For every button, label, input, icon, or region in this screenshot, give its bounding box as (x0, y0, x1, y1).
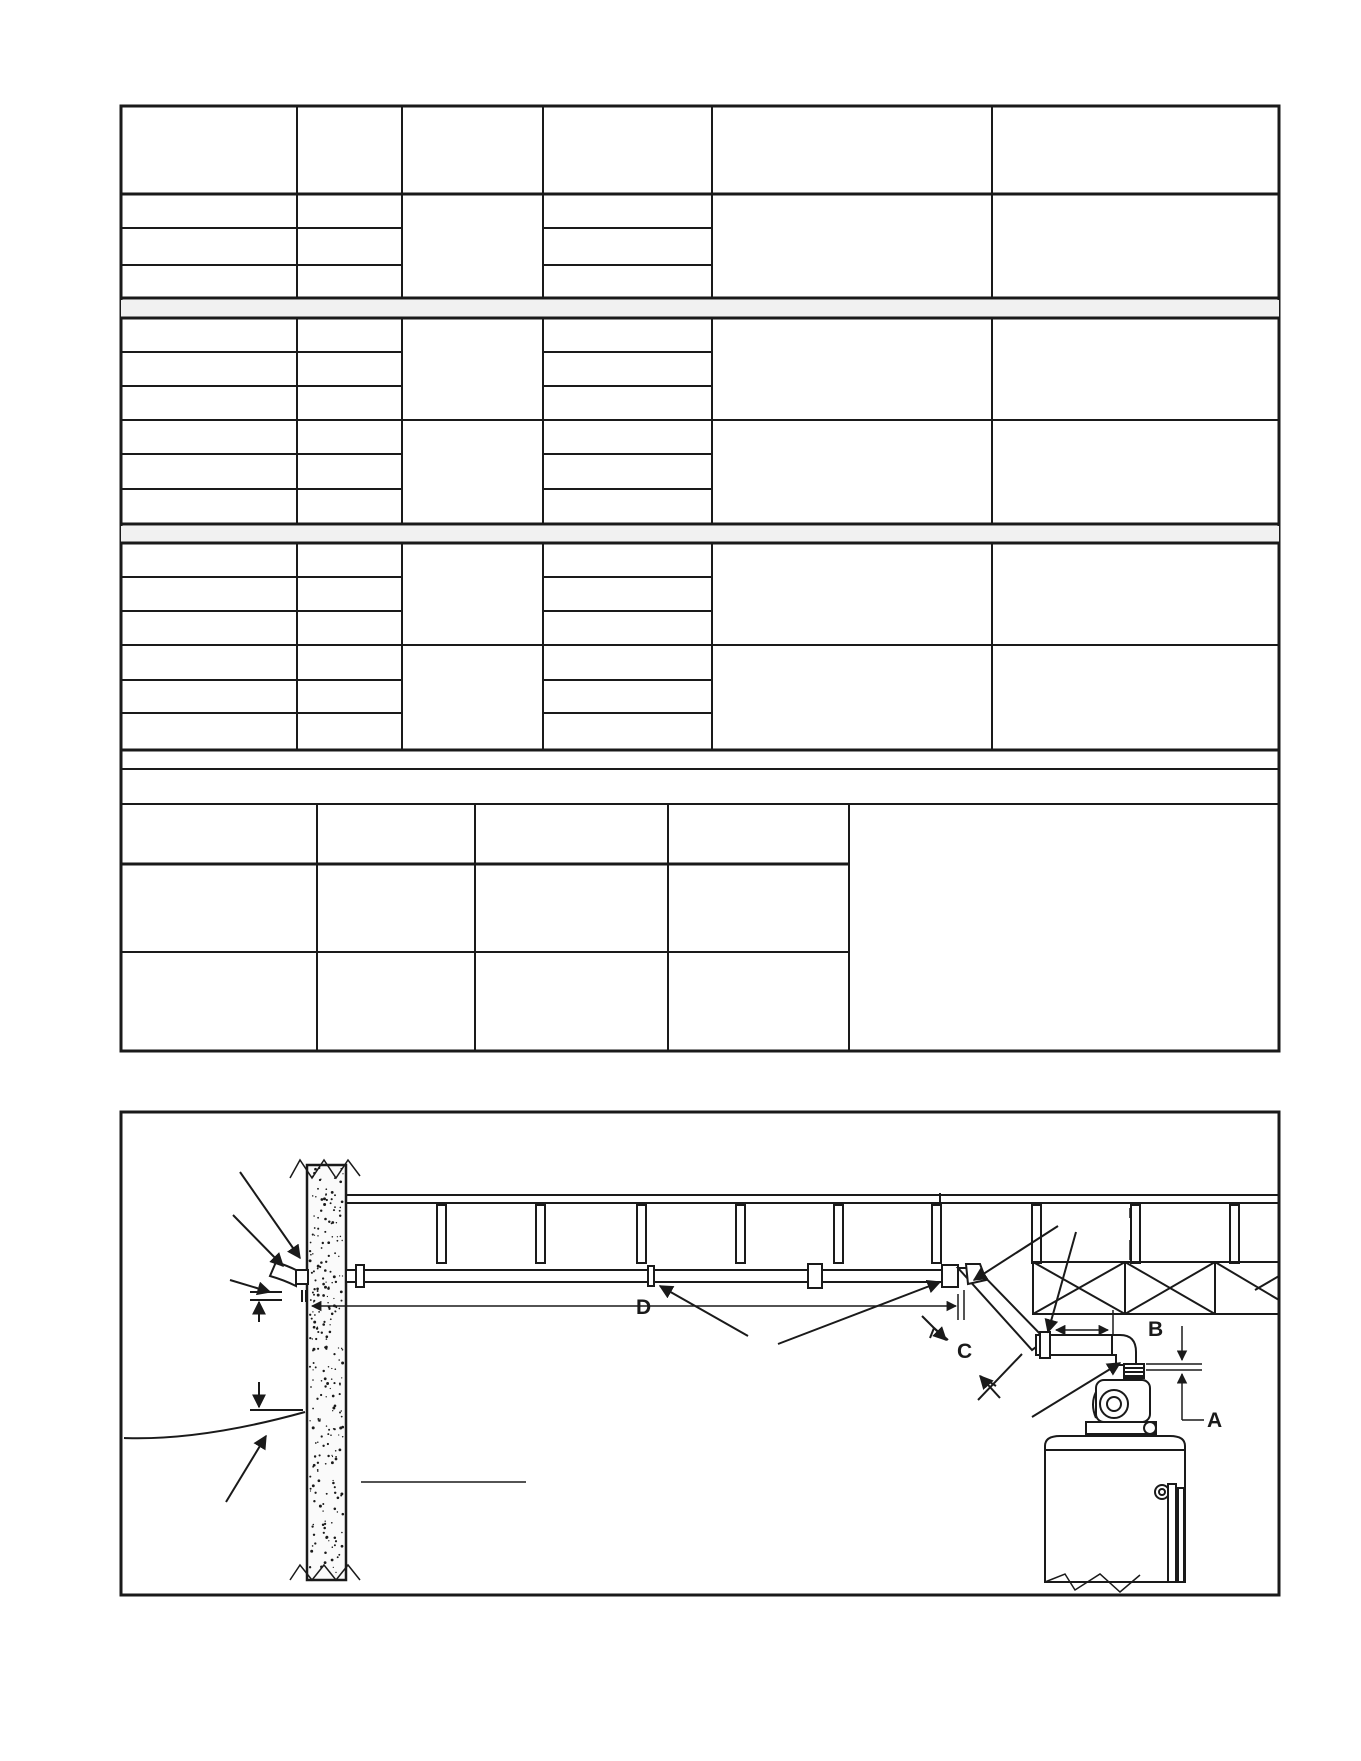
stipple-dot (337, 1556, 339, 1558)
stipple-dot (309, 1366, 311, 1368)
stipple-dot (335, 1458, 338, 1461)
stipple-dot (323, 1532, 325, 1534)
table-column-lines (297, 106, 992, 750)
stipple-dot (310, 1490, 311, 1491)
stipple-dot (309, 1250, 311, 1252)
stipple-dot (333, 1382, 335, 1384)
stipple-dot (325, 1521, 326, 1522)
ground-grade-line (124, 1412, 305, 1438)
stipple-dot (334, 1177, 336, 1179)
vent-spec-table (121, 106, 1279, 1051)
stipple-dot (334, 1537, 337, 1540)
stipple-dot (324, 1218, 327, 1221)
stipple-dot (323, 1197, 326, 1200)
stipple-dot (335, 1572, 336, 1573)
stipple-dot (315, 1196, 317, 1198)
vent-termination (270, 1262, 308, 1302)
stipple-dot (342, 1513, 345, 1516)
stipple-dot (341, 1377, 342, 1378)
stipple-dot (321, 1332, 323, 1334)
stipple-dot (335, 1540, 337, 1542)
stipple-dot (332, 1480, 333, 1481)
stipple-dot (314, 1279, 316, 1281)
stipple-dot (312, 1338, 313, 1339)
table-lower-grid (121, 804, 849, 1051)
stipple-dot (327, 1455, 329, 1457)
stipple-dot (334, 1508, 337, 1511)
stipple-dot (313, 1215, 315, 1217)
stipple-dot (324, 1551, 327, 1554)
stipple-dot (317, 1418, 319, 1420)
stipple-dot (339, 1412, 341, 1414)
stipple-dot (313, 1288, 315, 1290)
stipple-dot (310, 1242, 312, 1244)
stipple-dot (317, 1326, 318, 1327)
dimension-label-b: B (1148, 1318, 1164, 1341)
stipple-dot (314, 1227, 316, 1229)
stipple-dot (337, 1511, 338, 1512)
stipple-dot (318, 1420, 319, 1421)
stipple-dot (310, 1254, 312, 1256)
stipple-dot (328, 1540, 329, 1541)
stipple-dot (313, 1321, 316, 1324)
stipple-dot (327, 1296, 328, 1297)
stipple-dot (312, 1379, 314, 1381)
stipple-dot (313, 1500, 315, 1502)
stipple-dot (316, 1398, 318, 1400)
stipple-dot (334, 1194, 336, 1196)
table-section-2 (121, 352, 1279, 524)
stipple-dot (322, 1503, 324, 1505)
stipple-dot (311, 1272, 313, 1274)
stipple-dot (332, 1410, 333, 1411)
stipple-dot (339, 1449, 342, 1452)
table-frame (121, 106, 1279, 1051)
stipple-dot (317, 1290, 319, 1292)
stipple-dot (331, 1282, 333, 1284)
stipple-dot (312, 1484, 315, 1487)
stipple-dot (326, 1396, 327, 1397)
table-divider-band-2 (121, 526, 1279, 542)
stipple-dot (330, 1388, 331, 1389)
stipple-dot (314, 1314, 316, 1316)
stipple-dot (334, 1486, 336, 1488)
stipple-dot (339, 1393, 341, 1395)
stipple-dot (339, 1180, 342, 1183)
stipple-dot (322, 1294, 325, 1297)
stipple-dot (312, 1350, 314, 1352)
stipple-dot (328, 1255, 330, 1257)
stipple-dot (309, 1566, 311, 1568)
stipple-dot (336, 1222, 337, 1223)
stipple-dot (313, 1300, 315, 1302)
stipple-dot (325, 1463, 327, 1465)
stipple-dot (321, 1198, 324, 1201)
stipple-dot (313, 1524, 315, 1526)
stipple-dot (340, 1168, 342, 1170)
stipple-dot (327, 1302, 328, 1303)
stipple-dot (341, 1348, 343, 1350)
stipple-dot (312, 1426, 315, 1429)
stipple-dot (337, 1496, 340, 1499)
stipple-dot (330, 1434, 332, 1436)
stipple-dot (318, 1311, 320, 1313)
stipple-dot (333, 1567, 334, 1568)
stipple-dot (317, 1265, 320, 1268)
stipple-dot (322, 1242, 324, 1244)
stipple-dot (310, 1299, 312, 1301)
stipple-dot (332, 1546, 334, 1548)
stipple-dot (320, 1418, 321, 1419)
stipple-dot (325, 1261, 327, 1263)
stipple-dot (314, 1235, 315, 1236)
stipple-dot (318, 1167, 320, 1169)
stipple-dot (322, 1277, 324, 1279)
stipple-dot (330, 1318, 332, 1320)
stipple-dot (313, 1270, 315, 1272)
stipple-dot (339, 1215, 341, 1217)
stipple-dot (328, 1221, 330, 1223)
stipple-dot (324, 1561, 327, 1564)
stipple-dot (313, 1534, 315, 1536)
stipple-dot (327, 1443, 329, 1445)
stipple-dot (320, 1261, 323, 1264)
stipple-dot (322, 1323, 325, 1326)
stipple-dot (317, 1348, 319, 1350)
stipple-dot (341, 1240, 342, 1241)
stipple-dot (331, 1455, 332, 1456)
stipple-dot (326, 1338, 328, 1340)
stipple-dot (326, 1425, 327, 1426)
stipple-dot (317, 1217, 319, 1219)
stipple-dot (339, 1427, 342, 1430)
stipple-dot (317, 1441, 318, 1442)
stipple-dot (332, 1236, 334, 1238)
stipple-dot (341, 1362, 344, 1365)
cross-bracing (1033, 1262, 1279, 1314)
stipple-dot (325, 1335, 328, 1338)
stipple-dot (314, 1168, 317, 1171)
power-vent-blower (1086, 1364, 1156, 1434)
stipple-dot (324, 1269, 327, 1272)
stipple-dot (339, 1384, 341, 1386)
stipple-dot (326, 1199, 328, 1201)
stipple-dot (317, 1469, 319, 1471)
stipple-dot (316, 1327, 318, 1329)
dimension-label-a: A (1207, 1409, 1223, 1432)
stipple-dot (324, 1286, 327, 1289)
stipple-dot (332, 1456, 333, 1457)
stipple-dot (333, 1275, 336, 1278)
stipple-dot (311, 1525, 313, 1527)
stipple-dot (337, 1236, 338, 1237)
stipple-dot (325, 1188, 327, 1190)
stipple-dot (334, 1492, 336, 1494)
stipple-dot (312, 1292, 314, 1294)
stipple-dot (312, 1369, 313, 1370)
stipple-dot (332, 1482, 335, 1485)
stipple-dot (334, 1405, 337, 1408)
water-heater (1045, 1436, 1185, 1592)
stipple-dot (327, 1241, 330, 1244)
stipple-dot (334, 1206, 336, 1208)
stipple-dot (312, 1466, 314, 1468)
stipple-dot (341, 1545, 344, 1548)
stipple-dot (339, 1275, 340, 1276)
stipple-dot (341, 1200, 344, 1203)
table-section-1 (121, 228, 1279, 298)
stipple-dot (327, 1433, 329, 1435)
stipple-dot (325, 1281, 326, 1282)
stipple-dot (323, 1321, 325, 1323)
stipple-dot (309, 1337, 311, 1339)
stipple-dot (330, 1202, 332, 1204)
stipple-dot (317, 1228, 319, 1230)
stipple-dot (340, 1207, 342, 1209)
stipple-dot (315, 1366, 317, 1368)
stipple-dot (317, 1188, 319, 1190)
stipple-dot (340, 1236, 342, 1238)
stipple-dot (312, 1234, 314, 1236)
stipple-dot (313, 1326, 316, 1329)
stipple-dot (314, 1455, 316, 1457)
stipple-dot (319, 1505, 322, 1508)
stipple-dot (321, 1247, 323, 1249)
stipple-dot (338, 1554, 340, 1556)
dimension-label-c: C (957, 1340, 973, 1363)
stipple-dot (314, 1492, 316, 1494)
stipple-dot (338, 1308, 340, 1310)
stipple-dot (321, 1435, 323, 1437)
stipple-dot (340, 1291, 343, 1294)
stipple-dot (338, 1359, 340, 1361)
stipple-dot (325, 1194, 326, 1195)
table-section-3 (121, 577, 1279, 750)
stipple-dot (312, 1311, 313, 1312)
page-footer-mark (1190, 1744, 1191, 1745)
stipple-dot (324, 1385, 326, 1387)
stipple-dot (313, 1362, 315, 1364)
stipple-dot (320, 1565, 323, 1568)
stipple-dot (326, 1493, 328, 1495)
stipple-dot (320, 1209, 322, 1211)
stipple-dot (322, 1445, 324, 1447)
stipple-dot (322, 1523, 325, 1526)
termination-clearance-ticks (250, 1292, 303, 1410)
stipple-dot (312, 1408, 314, 1410)
stipple-dot (323, 1203, 326, 1206)
stipple-dot (333, 1353, 335, 1355)
table-divider-band-1 (121, 300, 1279, 317)
stipple-dot (341, 1416, 343, 1418)
stipple-dot (321, 1380, 323, 1382)
stipple-dot (309, 1420, 310, 1421)
stipple-dot (325, 1536, 328, 1539)
stipple-dot (342, 1436, 343, 1437)
stipple-dot (312, 1195, 314, 1197)
stipple-dot (331, 1461, 334, 1464)
stipple-dot (317, 1294, 320, 1297)
stipple-dot (334, 1310, 336, 1312)
stipple-dot (317, 1331, 319, 1333)
stipple-dot (336, 1240, 338, 1242)
stipple-dot (310, 1488, 312, 1490)
stipple-dot (341, 1410, 342, 1411)
stipple-dot (334, 1252, 336, 1254)
stipple-dot (324, 1377, 327, 1380)
stipple-dot (318, 1479, 321, 1482)
stipple-dot (325, 1347, 327, 1349)
table-note-rows (121, 769, 1279, 804)
stipple-dot (330, 1271, 332, 1273)
stipple-dot (331, 1522, 333, 1524)
stipple-dot (322, 1510, 323, 1511)
stipple-dot (322, 1370, 324, 1372)
stipple-dot (309, 1259, 312, 1262)
stipple-dot (331, 1198, 333, 1200)
stipple-dot (333, 1428, 335, 1430)
blower-connector-pipe (1036, 1332, 1136, 1365)
stipple-dot (338, 1347, 339, 1348)
stipple-dot (314, 1542, 316, 1544)
stipple-dot (317, 1235, 318, 1236)
stipple-dot (333, 1298, 334, 1299)
stipple-dot (331, 1559, 334, 1562)
stipple-dot (328, 1429, 330, 1431)
stipple-dot (340, 1492, 343, 1495)
vent-installation-figure (121, 1112, 1279, 1595)
stipple-dot (322, 1283, 325, 1286)
stipple-dot (339, 1210, 341, 1212)
callout-leaders (226, 1172, 1120, 1502)
stipple-dot (329, 1331, 332, 1334)
stipple-dot (310, 1550, 313, 1553)
stipple-dot (332, 1395, 335, 1398)
stipple-dot (312, 1545, 314, 1547)
stipple-dot (315, 1338, 317, 1340)
stipple-dot (338, 1256, 339, 1257)
stipple-dot (341, 1300, 343, 1302)
stipple-dot (335, 1281, 337, 1283)
stipple-dot (331, 1378, 333, 1380)
stipple-dot (335, 1456, 337, 1458)
stipple-dot (311, 1318, 313, 1320)
stipple-dot (320, 1179, 321, 1180)
stipple-dot (312, 1176, 314, 1178)
stipple-dot (309, 1476, 311, 1478)
stipple-dot (331, 1313, 334, 1316)
stipple-dot (319, 1454, 321, 1456)
stipple-dot (342, 1349, 344, 1351)
dimension-label-d: D (636, 1296, 652, 1319)
stipple-dot (329, 1324, 330, 1325)
stipple-dot (342, 1275, 343, 1276)
stipple-dot (331, 1368, 332, 1369)
ceiling-joists (346, 1193, 1279, 1263)
stipple-dot (342, 1173, 343, 1174)
stipple-dot (320, 1394, 322, 1396)
stipple-dot (331, 1191, 334, 1194)
stipple-dot (333, 1209, 335, 1211)
horizontal-vent-pipe (346, 1264, 958, 1288)
stipple-dot (328, 1366, 330, 1368)
stipple-dot (334, 1368, 336, 1370)
stipple-dot (328, 1286, 329, 1287)
stipple-dot (331, 1221, 334, 1224)
stipple-dot (335, 1450, 337, 1452)
stipple-dot (310, 1386, 312, 1388)
stipple-dot (317, 1462, 319, 1464)
stipple-dot (316, 1287, 319, 1290)
stipple-dot (313, 1172, 316, 1175)
stipple-dot (313, 1294, 315, 1296)
stipple-dot (334, 1544, 336, 1546)
stipple-dot (309, 1314, 311, 1316)
stipple-dot (323, 1527, 326, 1530)
stipple-dot (326, 1382, 329, 1385)
stipple-dot (317, 1268, 319, 1270)
stipple-dot (315, 1442, 317, 1444)
stipple-dot (338, 1434, 339, 1435)
stipple-dot (324, 1231, 326, 1233)
exterior-wall (290, 1160, 360, 1580)
stipple-dot (312, 1253, 313, 1254)
stipple-dot (341, 1532, 343, 1534)
